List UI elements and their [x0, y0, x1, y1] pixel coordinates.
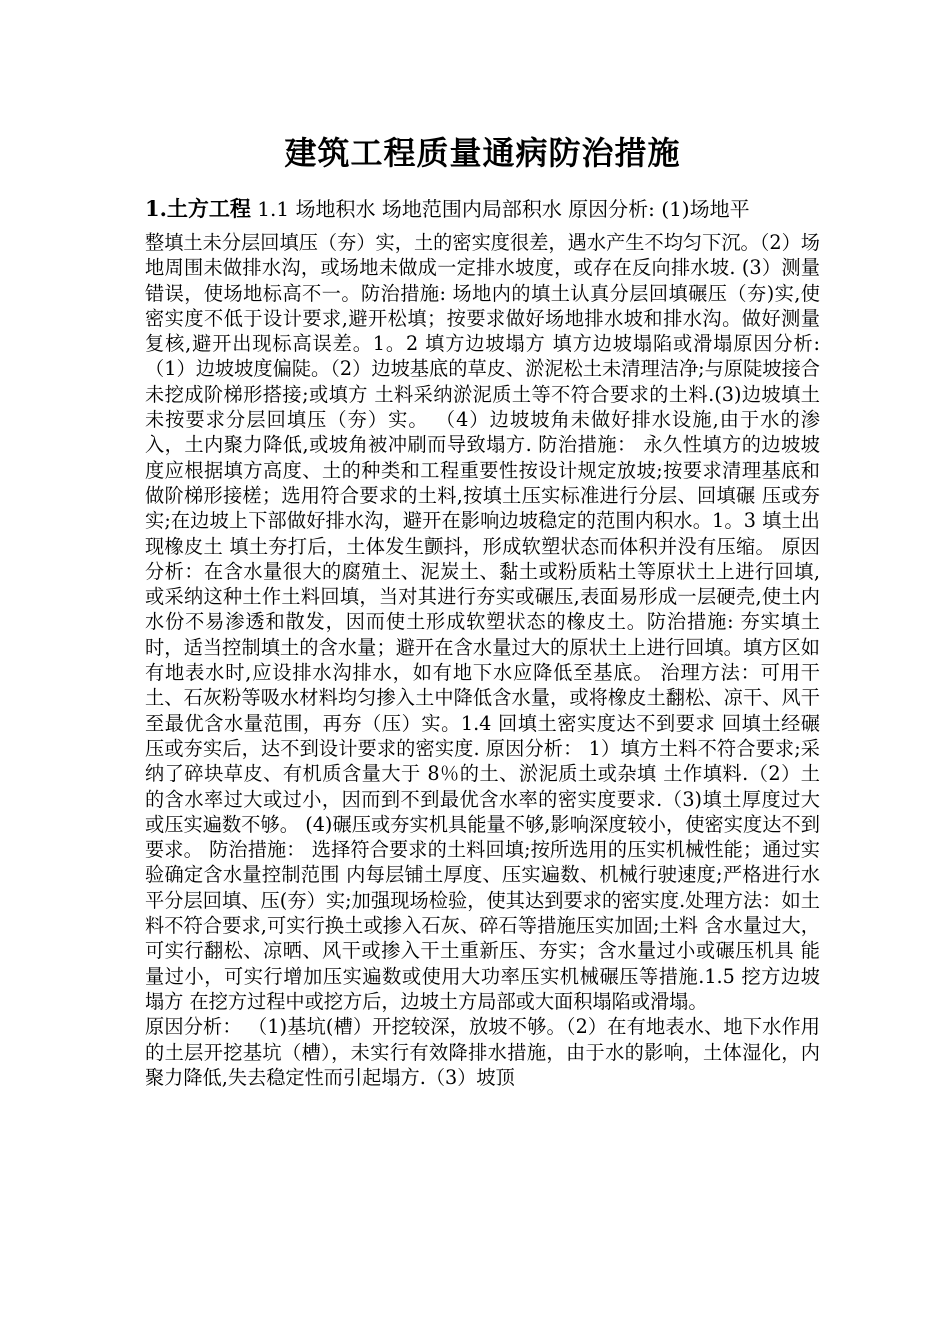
- document-page: [145, 130, 820, 1090]
- body-paragraph: 整填土未分层回填压（夯）实，土的密实度很差，遇水产生不均匀下沉。（2）场地周围未做排水沟，或场地未做成一定排水坡度，或存在反向排水坡. (3）测量错误，使场地标高不一。防治措施: 场地内的填土认真分层回填碾压（夯)实,使密实度不低于设计要求,避开松填；按要求做好场地排水坡和排水沟。做好测量复核,避开出现标高误差。1。2 填方边坡塌方 填方边坡塌陷或滑塌原因分析: （1）边坡坡度偏陡。（2）边坡基底的草皮、淤泥松土未清理洁净;与原陡坡接合未挖成阶梯形搭接;或填方 土料采纳淤泥质土等不符合要求的土料.(3)边坡填土未按要求分层回填压（夯）实。 （4）边坡坡角未做好排水设施,由于水的渗入，土内聚力降低,或坡角被冲刷而导致塌方. 防治措施： 永久性填方的边坡坡度应根据填方高度、土的种类和工程重要性按设计规定放坡;按要求清理基底和做阶梯形接槎；选用符合要求的土料,按填土压实标准进行分层、回填碾 压或夯实;在边坡上下部做好排水沟，避开在影响边坡稳定的范围内积水。1。3 填土出现橡皮土 填土夯打后，土体发生颤抖，形成软塑状态而体积并没有压缩。 原因分析：在含水量很大的腐殖土、泥炭土、黏土或粉质粘土等原状土上进行回填,或采纳这种土作土料回填，当对其进行夯实或碾压,表面易形成一层硬壳,使土内水份不易渗透和散发，因而使土形成软塑状态的橡皮土。防治措施: 夯实填土时，适当控制填土的含水量；避开在含水量过大的原状土上进行回填。填方区如有地表水时,应设排水沟排水，如有地下水应降低至基底。 治理方法：可用干土、石灰粉等吸水材料均匀掺入土中降低含水量，或将橡皮土翻松、凉干、风干至最优含水量范围，再夯（压）实。1.4 回填土密实度达不到要求 回填土经碾压或夯实后，达不到设计要求的密实度. 原因分析： 1）填方土料不符合要求;采纳了碎块草皮、有机质含量大于 8％的土、淤泥质土或杂填 土作填料.（2）土的含水率过大或过小，因而到不到最优含水率的密实度要求.（3)填土厚度过大或压实遍数不够。 (4)碾压或夯实机具能量不够,影响深度较小，使密实度达不到要求。 防治措施： 选择符合要求的土料回填;按所选用的压实机械性能；通过实验确定含水量控制范围 内每层铺土厚度、压实遍数、机械行驶速度;严格进行水平分层回填、压(夯）实;加强现场检验，使其达到要求的密实度.处理方法：如土料不符合要求,可实行换土或掺入石灰、碎石等措施压实加固;土料 含水量过大，可实行翻松、凉晒、风干或掺入干土重新压、夯实；含水量过小或碾压机具 能量过小，可实行增加压实遍数或使用大功率压实机械碾压等措施.1.5 挖方边坡塌方 在挖方过程中或挖方后，边坡土方局部或大面积塌陷或滑塌。: [145, 231, 820, 1013]
- body-paragraph-2: 原因分析： （1)基坑(槽）开挖较深，放坡不够。（2）在有地表水、地下水作用的土层开挖基坑（槽），未实行有效降排水措施，由于水的影响，土体湿化，内聚力降低,失去稳定性而引起塌方.（3）坡顶: [145, 1015, 820, 1089]
- document-title: 建筑工程质量通病防治措施: [284, 134, 681, 172]
- section-heading: 1.土方工程: [145, 196, 251, 221]
- lead-text: 1.1 场地积水 场地范围内局部积水 原因分析: (1)场地平: [257, 197, 750, 221]
- lead-line: [145, 194, 820, 224]
